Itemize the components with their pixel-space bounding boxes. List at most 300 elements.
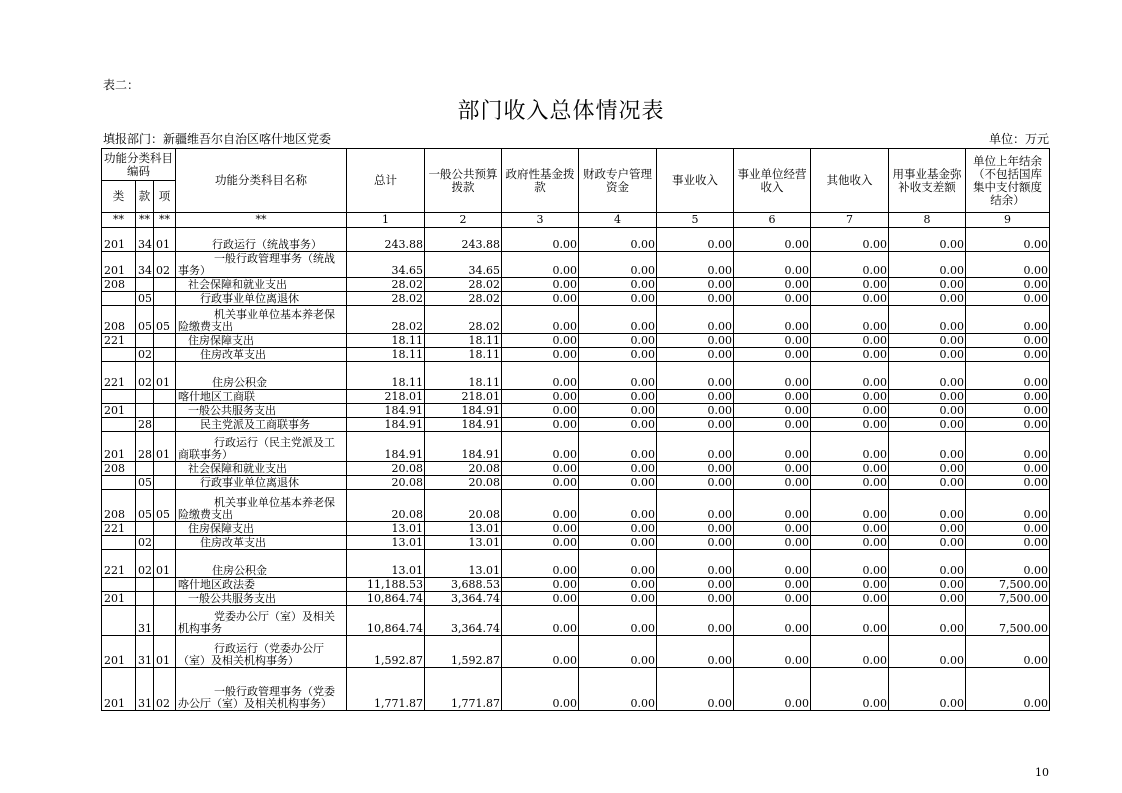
amount-cell: 0.00	[811, 606, 889, 636]
column-index-row	[102, 213, 1050, 228]
amount-cell: 0.00	[502, 348, 579, 362]
amount-cell: 0.00	[657, 418, 734, 432]
amount-cell: 0.00	[579, 418, 657, 432]
xiang-code-cell: 05	[154, 490, 176, 522]
kuan-code-cell: 02	[136, 536, 154, 550]
name-header: 功能分类科目名称	[176, 149, 347, 213]
item-name-cell: 民主党派及工商联事务	[176, 418, 347, 432]
amount-cell: 0.00	[657, 606, 734, 636]
amount-cell: 13.01	[425, 550, 502, 578]
amount-cell: 0.00	[502, 476, 579, 490]
kuan-code-cell: 34	[136, 252, 154, 278]
kuan-code-cell: 28	[136, 432, 154, 462]
amount-cell: 0.00	[811, 550, 889, 578]
lei-code-cell: 208	[102, 462, 136, 476]
amount-cell: 218.01	[425, 390, 502, 404]
item-name-cell: 行政运行（党委办公厅（室）及相关机构事务）	[176, 636, 347, 668]
index-cell: 4	[579, 213, 657, 228]
amount-cell: 0.00	[811, 348, 889, 362]
amount-cell: 0.00	[734, 636, 811, 668]
table-label: 表二：	[103, 78, 140, 92]
kuan-code-cell: 02	[136, 348, 154, 362]
page-title: 部门收入总体情况表	[457, 99, 665, 124]
amount-cell: 0.00	[579, 578, 657, 592]
lei-code-cell: 221	[102, 522, 136, 536]
amount-cell: 0.00	[502, 462, 579, 476]
amount-cell: 0.00	[579, 278, 657, 292]
amount-cell: 0.00	[579, 404, 657, 418]
amount-cell: 0.00	[966, 418, 1050, 432]
amount-cell: 0.00	[966, 490, 1050, 522]
amount-cell: 0.00	[734, 536, 811, 550]
other-income-header: 其他收入	[811, 149, 889, 213]
general-budget-header: 一般公共预算拨款	[425, 149, 502, 213]
xiang-code-cell	[154, 418, 176, 432]
kuan-code-cell: 31	[136, 668, 154, 711]
amount-cell: 0.00	[889, 362, 966, 390]
amount-cell: 0.00	[966, 334, 1050, 348]
item-name-cell: 机关事业单位基本养老保险缴费支出	[176, 306, 347, 334]
xiang-code-cell: 01	[154, 432, 176, 462]
xiang-code-cell: 01	[154, 636, 176, 668]
amount-cell: 18.11	[425, 348, 502, 362]
amount-cell: 184.91	[425, 404, 502, 418]
amount-cell: 184.91	[347, 432, 425, 462]
gov-fund-header: 政府性基金拨款	[502, 149, 579, 213]
xiang-code-cell	[154, 522, 176, 536]
table-row	[102, 418, 1050, 432]
item-name-cell: 社会保障和就业支出	[176, 462, 347, 476]
amount-cell: 0.00	[579, 522, 657, 536]
amount-cell: 0.00	[811, 278, 889, 292]
amount-cell: 28.02	[347, 278, 425, 292]
amount-cell: 0.00	[657, 536, 734, 550]
kuan-code-cell: 02	[136, 550, 154, 578]
amount-cell: 0.00	[966, 432, 1050, 462]
table-row	[102, 362, 1050, 390]
amount-cell: 184.91	[425, 432, 502, 462]
lei-code-cell	[102, 536, 136, 550]
amount-cell: 20.08	[347, 490, 425, 522]
kuan-header: 款	[136, 181, 154, 213]
lei-code-cell: 221	[102, 550, 136, 578]
index-cell: 2	[425, 213, 502, 228]
xiang-code-cell: 01	[154, 550, 176, 578]
amount-cell: 13.01	[347, 536, 425, 550]
xiang-code-cell	[154, 390, 176, 404]
amount-cell: 0.00	[811, 306, 889, 334]
amount-cell: 0.00	[502, 636, 579, 668]
amount-cell: 0.00	[966, 390, 1050, 404]
amount-cell: 0.00	[734, 522, 811, 536]
amount-cell: 0.00	[811, 292, 889, 306]
amount-cell: 7,500.00	[966, 592, 1050, 606]
amount-cell: 0.00	[579, 252, 657, 278]
amount-cell: 0.00	[502, 306, 579, 334]
amount-cell: 0.00	[811, 578, 889, 592]
kuan-code-cell: 05	[136, 490, 154, 522]
lei-code-cell: 208	[102, 490, 136, 522]
amount-cell: 20.08	[347, 462, 425, 476]
amount-cell: 0.00	[657, 522, 734, 536]
lei-code-cell: 208	[102, 278, 136, 292]
amount-cell: 243.88	[425, 228, 502, 252]
amount-cell: 0.00	[657, 404, 734, 418]
amount-cell: 0.00	[811, 462, 889, 476]
amount-cell: 0.00	[579, 668, 657, 711]
amount-cell: 0.00	[966, 278, 1050, 292]
kuan-code-cell: 02	[136, 362, 154, 390]
amount-cell: 0.00	[502, 404, 579, 418]
amount-cell: 0.00	[966, 668, 1050, 711]
xiang-code-cell	[154, 462, 176, 476]
item-name-cell: 住房改革支出	[176, 536, 347, 550]
fund-balance-header: 用事业基金弥补收支差额	[889, 149, 966, 213]
code-group-header: 功能分类科目编码	[102, 149, 176, 181]
amount-cell: 0.00	[966, 228, 1050, 252]
amount-cell: 0.00	[734, 550, 811, 578]
table-row	[102, 252, 1050, 278]
amount-cell: 0.00	[734, 418, 811, 432]
amount-cell: 0.00	[889, 404, 966, 418]
special-account-header: 财政专户管理资金	[579, 149, 657, 213]
amount-cell: 0.00	[657, 668, 734, 711]
item-name-cell: 行政运行（民主党派及工商联事务）	[176, 432, 347, 462]
index-cell: 5	[657, 213, 734, 228]
amount-cell: 0.00	[966, 476, 1050, 490]
item-name-cell: 一般行政管理事务（党委办公厅（室）及相关机构事务）	[176, 668, 347, 711]
table-row	[102, 228, 1050, 252]
amount-cell: 0.00	[734, 348, 811, 362]
kuan-code-cell	[136, 278, 154, 292]
amount-cell: 3,364.74	[425, 606, 502, 636]
amount-cell: 0.00	[734, 432, 811, 462]
xiang-code-cell	[154, 476, 176, 490]
amount-cell: 0.00	[889, 306, 966, 334]
amount-cell: 0.00	[889, 228, 966, 252]
amount-cell: 0.00	[811, 252, 889, 278]
amount-cell: 0.00	[502, 228, 579, 252]
amount-cell: 0.00	[579, 462, 657, 476]
index-cell: 3	[502, 213, 579, 228]
amount-cell: 0.00	[657, 306, 734, 334]
table-row	[102, 536, 1050, 550]
amount-cell: 28.02	[425, 278, 502, 292]
lei-code-cell: 201	[102, 636, 136, 668]
amount-cell: 10,864.74	[347, 606, 425, 636]
amount-cell: 0.00	[734, 306, 811, 334]
amount-cell: 0.00	[657, 334, 734, 348]
amount-cell: 0.00	[657, 592, 734, 606]
index-cell: **	[154, 213, 176, 228]
amount-cell: 18.11	[347, 334, 425, 348]
amount-cell: 0.00	[966, 306, 1050, 334]
amount-cell: 0.00	[889, 432, 966, 462]
xiang-code-cell: 01	[154, 362, 176, 390]
amount-cell: 0.00	[889, 668, 966, 711]
lei-code-cell	[102, 578, 136, 592]
amount-cell: 0.00	[889, 636, 966, 668]
amount-cell: 0.00	[811, 636, 889, 668]
lei-code-cell	[102, 348, 136, 362]
amount-cell: 1,592.87	[425, 636, 502, 668]
amount-cell: 218.01	[347, 390, 425, 404]
page-number: 10	[1035, 766, 1049, 779]
amount-cell: 1,771.87	[425, 668, 502, 711]
income-table	[101, 148, 1050, 711]
business-income-header: 事业收入	[657, 149, 734, 213]
lei-code-cell: 221	[102, 334, 136, 348]
lei-code-cell: 201	[102, 404, 136, 418]
table-row	[102, 292, 1050, 306]
xiang-code-cell: 02	[154, 668, 176, 711]
xiang-code-cell	[154, 334, 176, 348]
amount-cell: 28.02	[347, 292, 425, 306]
operating-income-header: 事业单位经营收入	[734, 149, 811, 213]
amount-cell: 0.00	[502, 292, 579, 306]
amount-cell: 0.00	[657, 636, 734, 668]
item-name-cell: 一般公共服务支出	[176, 404, 347, 418]
amount-cell: 0.00	[502, 278, 579, 292]
amount-cell: 0.00	[657, 490, 734, 522]
table-row	[102, 668, 1050, 711]
xiang-code-cell: 02	[154, 252, 176, 278]
amount-cell: 7,500.00	[966, 578, 1050, 592]
amount-cell: 0.00	[579, 432, 657, 462]
amount-cell: 0.00	[966, 522, 1050, 536]
item-name-cell: 喀什地区工商联	[176, 390, 347, 404]
amount-cell: 0.00	[811, 362, 889, 390]
index-cell: 7	[811, 213, 889, 228]
index-cell: 6	[734, 213, 811, 228]
amount-cell: 0.00	[502, 550, 579, 578]
lei-code-cell	[102, 606, 136, 636]
table-row	[102, 522, 1050, 536]
amount-cell: 0.00	[579, 390, 657, 404]
amount-cell: 0.00	[657, 550, 734, 578]
xiang-code-cell: 05	[154, 306, 176, 334]
amount-cell: 0.00	[734, 278, 811, 292]
table-row	[102, 490, 1050, 522]
amount-cell: 0.00	[579, 536, 657, 550]
amount-cell: 0.00	[734, 578, 811, 592]
table-row	[102, 636, 1050, 668]
amount-cell: 0.00	[579, 490, 657, 522]
index-cell: 9	[966, 213, 1050, 228]
amount-cell: 184.91	[347, 404, 425, 418]
amount-cell: 0.00	[579, 636, 657, 668]
xiang-code-cell	[154, 348, 176, 362]
amount-cell: 0.00	[734, 476, 811, 490]
amount-cell: 13.01	[425, 536, 502, 550]
amount-cell: 0.00	[734, 228, 811, 252]
amount-cell: 34.65	[347, 252, 425, 278]
amount-cell: 0.00	[579, 362, 657, 390]
amount-cell: 0.00	[966, 362, 1050, 390]
amount-cell: 0.00	[811, 334, 889, 348]
amount-cell: 0.00	[579, 348, 657, 362]
kuan-code-cell	[136, 404, 154, 418]
xiang-code-cell	[154, 592, 176, 606]
item-name-cell: 机关事业单位基本养老保险缴费支出	[176, 490, 347, 522]
index-cell: **	[176, 213, 347, 228]
amount-cell: 0.00	[966, 292, 1050, 306]
lei-code-cell: 201	[102, 668, 136, 711]
amount-cell: 18.11	[425, 334, 502, 348]
index-cell: **	[102, 213, 136, 228]
item-name-cell: 住房保障支出	[176, 522, 347, 536]
xiang-header: 项	[154, 181, 176, 213]
amount-cell: 0.00	[811, 536, 889, 550]
amount-cell: 0.00	[811, 592, 889, 606]
amount-cell: 18.11	[425, 362, 502, 390]
kuan-code-cell	[136, 578, 154, 592]
amount-cell: 0.00	[502, 390, 579, 404]
amount-cell: 20.08	[425, 490, 502, 522]
amount-cell: 0.00	[502, 418, 579, 432]
amount-cell: 0.00	[734, 334, 811, 348]
amount-cell: 1,592.87	[347, 636, 425, 668]
amount-cell: 28.02	[347, 306, 425, 334]
amount-cell: 0.00	[657, 462, 734, 476]
unit-label: 单位：万元	[988, 132, 1049, 146]
amount-cell: 0.00	[734, 606, 811, 636]
kuan-code-cell	[136, 592, 154, 606]
reporting-department: 填报部门：新疆维吾尔自治区喀什地区党委	[103, 132, 332, 146]
amount-cell: 0.00	[889, 348, 966, 362]
amount-cell: 243.88	[347, 228, 425, 252]
amount-cell: 0.00	[811, 490, 889, 522]
amount-cell: 0.00	[966, 462, 1050, 476]
amount-cell: 0.00	[966, 348, 1050, 362]
kuan-code-cell: 05	[136, 476, 154, 490]
index-cell: **	[136, 213, 154, 228]
amount-cell: 0.00	[734, 292, 811, 306]
xiang-code-cell	[154, 278, 176, 292]
amount-cell: 0.00	[657, 348, 734, 362]
amount-cell: 0.00	[889, 490, 966, 522]
table-row	[102, 278, 1050, 292]
amount-cell: 18.11	[347, 348, 425, 362]
amount-cell: 0.00	[889, 252, 966, 278]
kuan-code-cell: 31	[136, 636, 154, 668]
amount-cell: 0.00	[734, 362, 811, 390]
kuan-code-cell: 31	[136, 606, 154, 636]
table-row	[102, 390, 1050, 404]
amount-cell: 0.00	[502, 668, 579, 711]
amount-cell: 11,188.53	[347, 578, 425, 592]
amount-cell: 0.00	[811, 418, 889, 432]
lei-code-cell: 201	[102, 592, 136, 606]
amount-cell: 0.00	[889, 418, 966, 432]
item-name-cell: 住房改革支出	[176, 348, 347, 362]
amount-cell: 0.00	[889, 578, 966, 592]
xiang-code-cell	[154, 404, 176, 418]
index-cell: 1	[347, 213, 425, 228]
xiang-code-cell	[154, 292, 176, 306]
amount-cell: 0.00	[579, 334, 657, 348]
item-name-cell: 住房公积金	[176, 362, 347, 390]
amount-cell: 0.00	[579, 306, 657, 334]
amount-cell: 0.00	[579, 606, 657, 636]
kuan-code-cell: 34	[136, 228, 154, 252]
amount-cell: 0.00	[579, 592, 657, 606]
table-row	[102, 432, 1050, 462]
amount-cell: 0.00	[502, 362, 579, 390]
amount-cell: 3,364.74	[425, 592, 502, 606]
amount-cell: 0.00	[579, 292, 657, 306]
item-name-cell: 行政运行（统战事务）	[176, 228, 347, 252]
amount-cell: 0.00	[502, 490, 579, 522]
amount-cell: 0.00	[734, 404, 811, 418]
table-row	[102, 578, 1050, 592]
amount-cell: 0.00	[657, 362, 734, 390]
amount-cell: 0.00	[734, 462, 811, 476]
amount-cell: 0.00	[502, 592, 579, 606]
total-header: 总计	[347, 149, 425, 213]
xiang-code-cell	[154, 536, 176, 550]
amount-cell: 34.65	[425, 252, 502, 278]
amount-cell: 18.11	[347, 362, 425, 390]
table-row	[102, 550, 1050, 578]
lei-code-cell: 221	[102, 362, 136, 390]
amount-cell: 0.00	[579, 228, 657, 252]
lei-code-cell	[102, 292, 136, 306]
amount-cell: 0.00	[811, 522, 889, 536]
amount-cell: 0.00	[966, 252, 1050, 278]
amount-cell: 0.00	[811, 390, 889, 404]
amount-cell: 0.00	[889, 606, 966, 636]
amount-cell: 0.00	[502, 536, 579, 550]
amount-cell: 28.02	[425, 306, 502, 334]
amount-cell: 0.00	[889, 476, 966, 490]
table-row	[102, 462, 1050, 476]
amount-cell: 0.00	[657, 278, 734, 292]
amount-cell: 0.00	[657, 476, 734, 490]
amount-cell: 0.00	[657, 252, 734, 278]
amount-cell: 0.00	[889, 550, 966, 578]
amount-cell: 0.00	[657, 432, 734, 462]
table-row	[102, 306, 1050, 334]
amount-cell: 13.01	[425, 522, 502, 536]
amount-cell: 0.00	[889, 278, 966, 292]
amount-cell: 0.00	[734, 592, 811, 606]
kuan-code-cell: 28	[136, 418, 154, 432]
amount-cell: 0.00	[889, 522, 966, 536]
amount-cell: 20.08	[425, 476, 502, 490]
amount-cell: 0.00	[811, 476, 889, 490]
amount-cell: 7,500.00	[966, 606, 1050, 636]
amount-cell: 0.00	[657, 578, 734, 592]
amount-cell: 0.00	[502, 522, 579, 536]
amount-cell: 0.00	[966, 550, 1050, 578]
item-name-cell: 行政事业单位离退休	[176, 476, 347, 490]
amount-cell: 13.01	[347, 522, 425, 536]
amount-cell: 0.00	[889, 592, 966, 606]
lei-code-cell: 201	[102, 228, 136, 252]
kuan-code-cell: 05	[136, 292, 154, 306]
amount-cell: 0.00	[657, 390, 734, 404]
index-cell: 8	[889, 213, 966, 228]
table-row	[102, 476, 1050, 490]
xiang-code-cell	[154, 578, 176, 592]
kuan-code-cell	[136, 522, 154, 536]
amount-cell: 0.00	[657, 228, 734, 252]
kuan-code-cell	[136, 462, 154, 476]
amount-cell: 0.00	[502, 334, 579, 348]
amount-cell: 0.00	[734, 490, 811, 522]
table-row	[102, 334, 1050, 348]
